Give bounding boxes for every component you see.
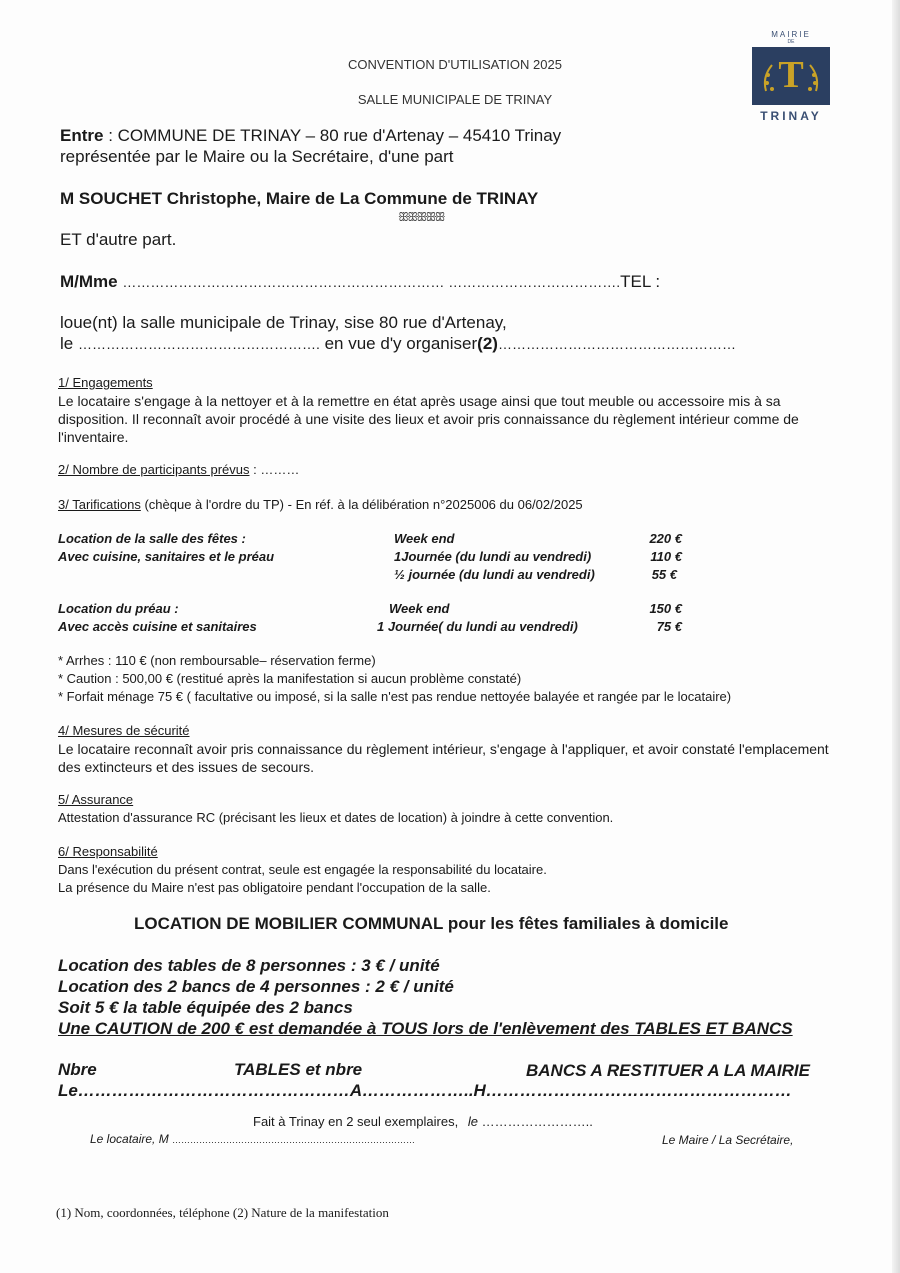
tel-label: TEL : — [620, 272, 661, 291]
salle-price-day: 110 € — [650, 549, 682, 564]
fait-line — [253, 1114, 593, 1129]
logo-top-text: MAIRIE — [771, 30, 811, 39]
mayor-line: M SOUCHET Christophe, Maire de La Commune de TRINAY — [60, 189, 539, 208]
salle-price-weekend: 220 € — [649, 531, 682, 546]
nbre-label: Nbre — [58, 1060, 97, 1079]
entre-text: : COMMUNE DE TRINAY – 80 rue d'Artenay – 45410 Trinay — [103, 126, 562, 145]
preau-label-2: Avec accès cuisine et sanitaires — [58, 619, 257, 634]
tables-label: TABLES et nbre — [234, 1060, 363, 1079]
locataire-signature-line — [90, 1132, 415, 1146]
section-6-line-2: La présence du Maire n'est pas obligatoire pendant l'occupation de la salle. — [58, 880, 491, 895]
mobilier-heading-bold: LOCATION DE MOBILIER COMMUNAL — [134, 914, 444, 933]
fait-le: le — [467, 1114, 478, 1129]
other-party-line: ET d'autre part. — [60, 230, 177, 249]
preau-price-day: 75 € — [656, 619, 682, 634]
purpose-dots: …………………………………………… — [497, 336, 736, 352]
rental-line: loue(nt) la salle municipale de Trinay, sise 80 rue d'Artenay, — [60, 313, 507, 332]
entre-label: Entre — [60, 126, 104, 145]
page-edge — [892, 0, 900, 1273]
logo-name: TRINAY — [760, 109, 822, 123]
section-4-title: 4/ Mesures de sécurité — [58, 723, 190, 738]
le-label: le — [60, 334, 74, 353]
salle-label-1: Location de la salle des fêtes : — [58, 531, 246, 546]
section-3-line — [58, 497, 583, 512]
footnote: (1) Nom, coordonnées, téléphone (2) Nature de la manifestation — [56, 1205, 389, 1220]
section-5-text: Attestation d'assurance RC (précisant les lieux et dates de location) à joindre à cette convention. — [58, 810, 614, 825]
bancs-label: BANCS A RESTITUER A LA MAIRIE — [526, 1061, 810, 1080]
note-arrhes: * Arrhes : 110 € (non remboursable– réservation ferme) — [58, 653, 376, 668]
mobilier-bancs: Location des 2 bancs de 4 personnes : 2 € / unité — [58, 977, 454, 996]
section-6-title: 6/ Responsabilité — [58, 844, 158, 859]
locataire-dots: ……………………………………………………………………… — [172, 1135, 416, 1145]
ornament: ꕥꕥꕥꕥꕥ — [398, 210, 444, 224]
salle-price-halfday: 55 € — [651, 567, 677, 582]
renter-label: M/Mme — [60, 272, 118, 291]
section-6-line-1: Dans l'exécution du présent contrat, seule est engagée la responsabilité du locataire. — [58, 862, 547, 877]
mobilier-total: Soit 5 € la table équipée des 2 bancs — [58, 998, 353, 1017]
salle-period-day: 1Journée (du lundi au vendredi) — [394, 549, 592, 564]
logo-shield — [752, 47, 830, 105]
preau-period-weekend: Week end — [389, 601, 450, 616]
salle-label-2: Avec cuisine, sanitaires et le préau — [58, 549, 275, 564]
section-4-text: Le locataire reconnaît avoir pris connaissance du règlement intérieur, s'engage à l'appliquer, et avoir constaté l'emplacement des extincteurs et des issues de secours. — [58, 741, 829, 775]
salle-period-halfday: ½ journée (du lundi au vendredi) — [394, 567, 595, 582]
section-2-line — [58, 462, 299, 477]
date-purpose-line — [60, 334, 736, 354]
document-subtitle: SALLE MUNICIPALE DE TRINAY — [357, 92, 553, 107]
logo-de-text: DE — [787, 39, 795, 45]
document-title: CONVENTION D'UTILISATION 2025 — [348, 57, 562, 72]
mobilier-heading — [134, 914, 728, 934]
renter-name-dots: …………………………………………………………… ………………………………. — [122, 274, 621, 290]
section-3-text: (chèque à l'ordre du TP) - En réf. à la délibération n°2025006 du 06/02/2025 — [140, 497, 583, 512]
preau-period-day: 1 Journée( du lundi au vendredi) — [377, 619, 578, 634]
section-2-title: 2/ Nombre de participants prévus — [58, 462, 250, 477]
laurel-icon — [752, 47, 830, 105]
mairie-logo — [748, 30, 834, 123]
renter-name-line — [60, 272, 660, 292]
maire-signature-label: Le Maire / La Secrétaire, — [662, 1133, 794, 1147]
fait-le-dots: …………………….. — [481, 1114, 593, 1129]
note-caution: * Caution : 500,00 € (restitué après la manifestation si aucun problème constaté) — [58, 671, 522, 686]
purpose-label: en vue d'y organiser — [324, 334, 478, 353]
locataire-label: Le locataire, M — [90, 1132, 169, 1146]
preau-price-weekend: 150 € — [649, 601, 682, 616]
purpose-ref: (2) — [477, 334, 498, 353]
preau-label-1: Location du préau : — [58, 601, 179, 616]
section-2-value: : ……… — [249, 462, 300, 477]
note-menage: * Forfait ménage 75 € ( facultative ou imposé, si la salle n'est pas rendue nettoyée balayée et rangée par le locataire) — [58, 689, 732, 704]
section-5-title: 5/ Assurance — [58, 792, 134, 807]
mobilier-heading-rest: pour les fêtes familiales à domicile — [443, 914, 729, 933]
date-dots: ……………………………………………. — [77, 336, 320, 352]
mobilier-tables: Location des tables de 8 personnes : 3 € / unité — [58, 956, 440, 975]
fait-text: Fait à Trinay en 2 seul exemplaires, — [253, 1114, 459, 1129]
section-1-text: Le locataire s'engage à la nettoyer et à la remettre en état après usage ainsi que tout meuble ou accessoire mis à sa disposition. Il reconnaît avoir procédé à une visite des lieux et avoir pris connaissance du règlement intérieur comme de l'inventaire. — [58, 393, 799, 445]
le-a-h-line: Le…………………………………………A………………..H……………………………………………… — [58, 1081, 792, 1100]
salle-period-weekend: Week end — [394, 531, 455, 546]
section-3-title: 3/ Tarifications — [58, 497, 141, 512]
entre-line — [60, 126, 561, 146]
represented-line: représentée par le Maire ou la Secrétaire, d'une part — [60, 147, 454, 166]
mobilier-caution: Une CAUTION de 200 € est demandée à TOUS lors de l'enlèvement des TABLES ET BANCS — [58, 1019, 793, 1038]
logo-letter: T — [778, 54, 804, 96]
section-1-title: 1/ Engagements — [58, 375, 153, 390]
